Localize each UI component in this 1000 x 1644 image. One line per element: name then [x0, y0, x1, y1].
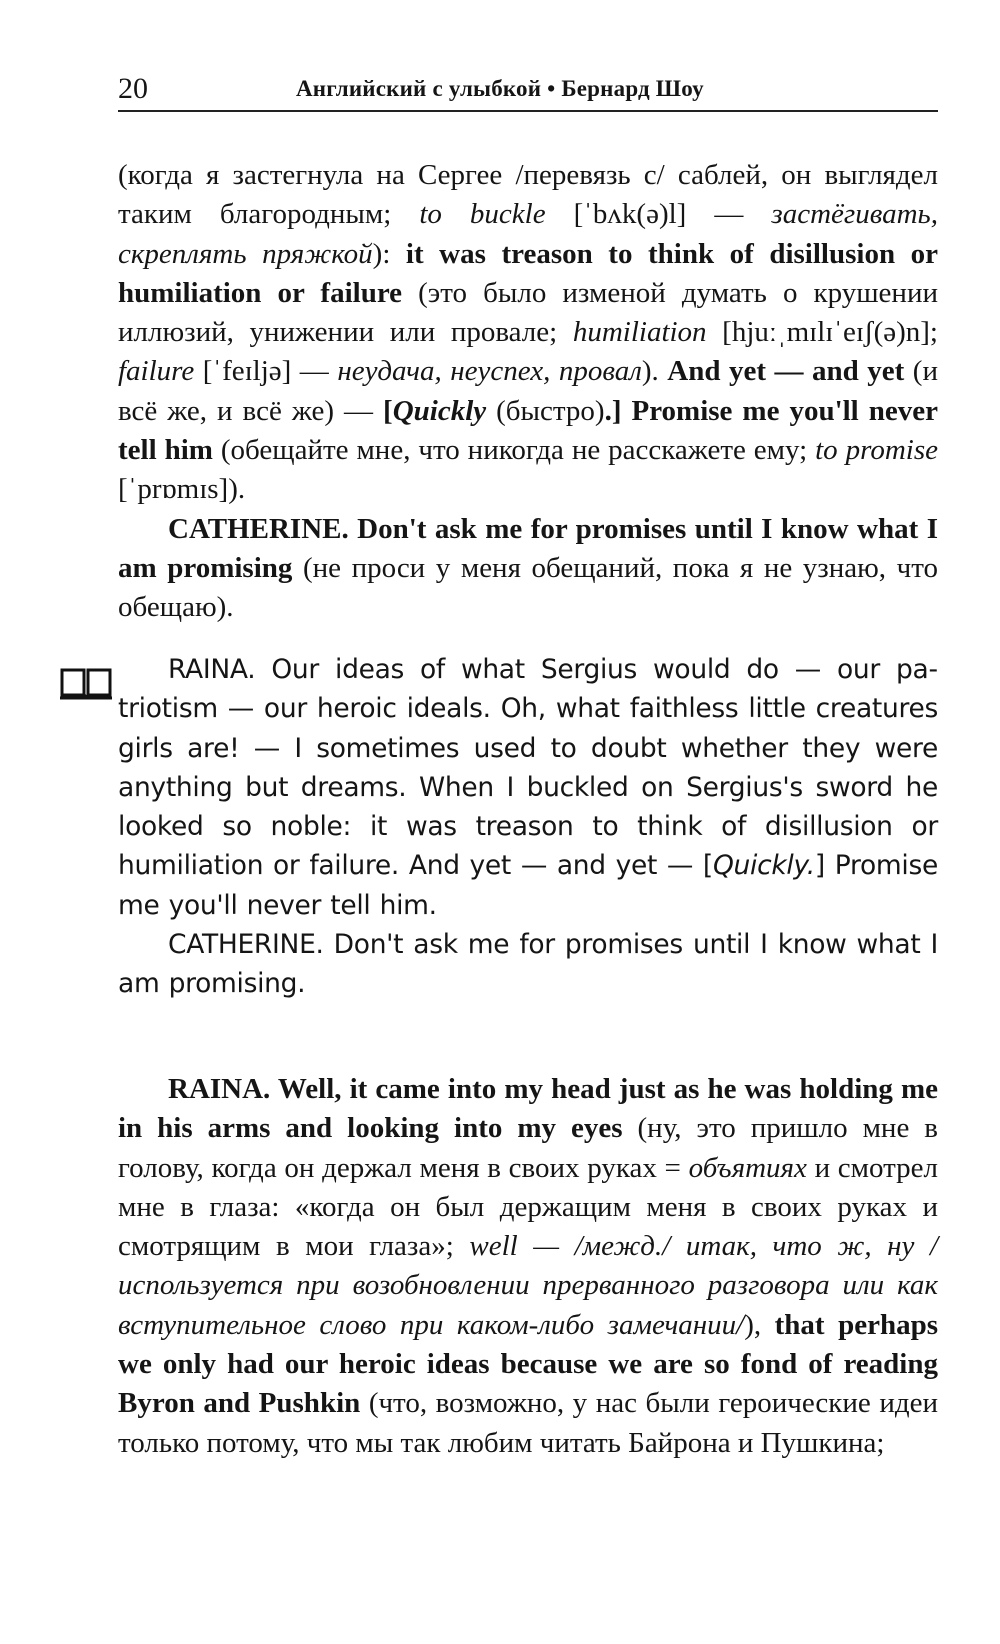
text-run: RAINA. Well, it came into my head just as he was holding me in his arms and looking into my eyes	[118, 1073, 938, 1145]
text-run: объятиях	[688, 1151, 807, 1184]
original-paragraph-catherine: CATHERINE. Don't ask me for promises until I know what I am promising.	[118, 929, 938, 1000]
text-run: неудача, неуспех, провал	[337, 355, 642, 388]
text-run: humiliation	[572, 316, 707, 349]
text-run: (обещайте мне, что никогда не расскажете ему;	[212, 434, 816, 467]
original-text: RAINA. Our ideas of what Sergius would do — our patriotism — our heroic ideals. Oh, what faithless little creatures girls are! — I sometimes used to doubt whether they were anything but dreams. When I buckled on Sergius's sword he looked so noble: it was treason to think of disillusion or humiliation or failure. And yet — and yet — [	[118, 654, 938, 882]
text-run: [ˈprɒmɪs]).	[118, 473, 246, 506]
running-title: Английский с улыбкой • Бернард Шоу	[296, 76, 704, 101]
text-run: застёгивать, скреплять пряжкой	[118, 198, 938, 270]
text-run: (что, возможно, у нас были героические идеи только потому, что мы так любим читать Байрона и Пушкина;	[118, 1387, 938, 1459]
text-run: that perhaps we only had our heroic ideas because we are so fond of reading Byron and Pushkin	[118, 1308, 938, 1420]
original-paragraph-raina	[118, 650, 938, 925]
text-run: (не проси у меня обещаний, пока я не узнаю, что обещаю).	[118, 551, 938, 624]
text-run: ),	[744, 1308, 775, 1341]
text-run: well — /межд./ итак, что ж, ну /используется при возобновлении прерванного разговора или как вступительное слово при каком-либо замечании/	[118, 1230, 939, 1341]
text-run: failure	[118, 355, 195, 388]
original-text: ] Promise me you'll never tell him.	[118, 850, 938, 921]
text-run: to buckle	[419, 198, 546, 231]
commentary-paragraph	[118, 510, 938, 628]
text-run: (это было изменой думать о крушении иллюзий, унижении или провале;	[118, 276, 938, 349]
text-run: to promise	[815, 434, 938, 467]
text-run: [	[383, 394, 393, 427]
text-run: CATHERINE. Don't ask me for promises until I know what I am promising	[118, 512, 938, 584]
text-run: [ˈbʌk(ə)l] —	[545, 198, 772, 231]
text-run: And yet — and yet	[667, 355, 905, 388]
text-run: ):	[372, 237, 406, 270]
text-run: (когда я застегнула на Сергее /перевязь с/ саблей, он выглядел таким благородным;	[118, 159, 938, 231]
commentary-paragraph	[118, 156, 938, 510]
commentary-block-2	[118, 1070, 938, 1463]
commentary-block-1	[118, 156, 938, 628]
stage-direction: Quickly.	[712, 850, 815, 882]
text-run: (ну, это пришло мне в голову, когда он держал меня в своих руках =	[118, 1112, 938, 1184]
text-run: и смотрел мне в глаза: «когда он был держащим меня в своих руках и смотрящим в мои глаза»;	[118, 1151, 938, 1263]
text-run: (быстро)	[486, 394, 605, 427]
text-run: ).	[641, 355, 668, 388]
text-run: it was treason to think of disillusion or humiliation or failure	[118, 237, 938, 309]
text-run: [hjuːˌmɪlɪˈeɪʃ(ə)n];	[706, 316, 938, 349]
text-run: (и всё же, и всё же) —	[118, 355, 938, 427]
text-run: Quickly	[392, 394, 487, 427]
text-run: .]	[604, 394, 632, 427]
page-number: 20	[118, 72, 148, 105]
running-header	[118, 66, 938, 112]
commentary-paragraph	[118, 1070, 938, 1463]
original-text-block-1	[118, 650, 938, 1004]
text-run: [ˈfeɪljə] —	[194, 355, 338, 388]
open-book-icon	[58, 667, 114, 701]
text-run: Promise me you'll never tell him	[118, 394, 938, 467]
